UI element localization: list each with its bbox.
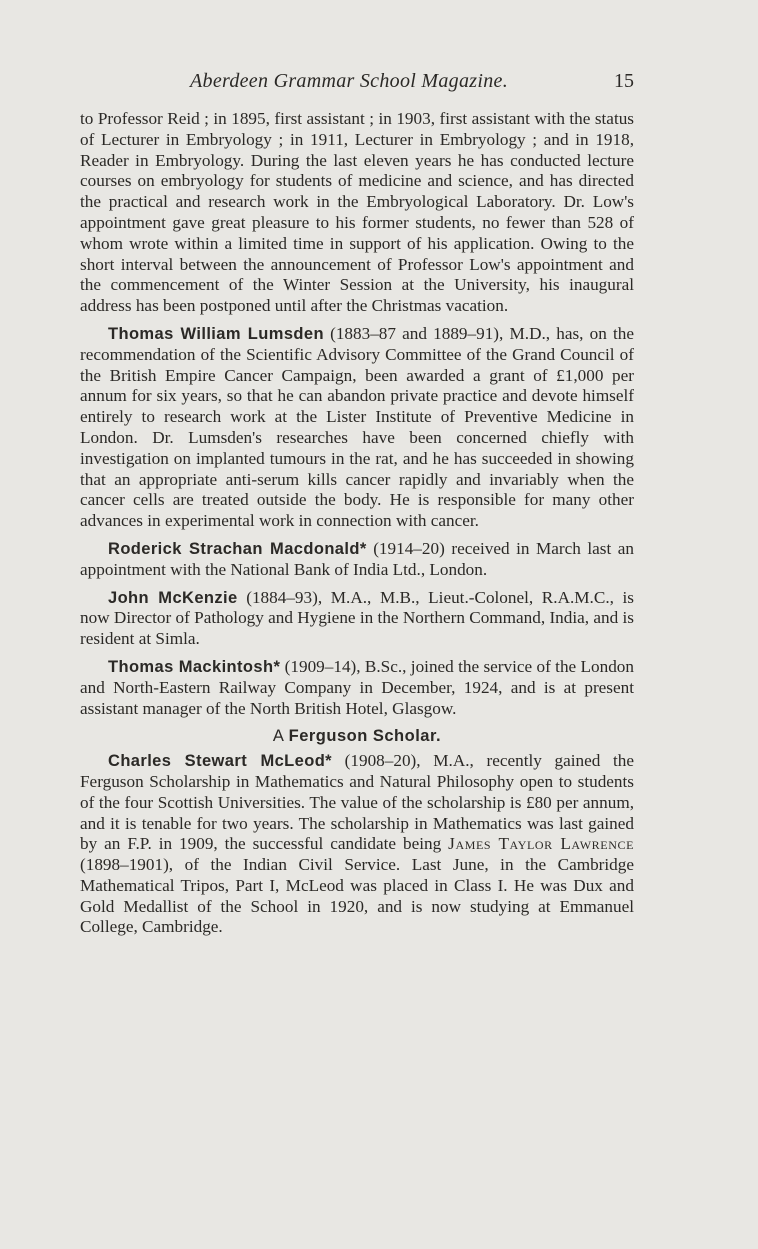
paragraph-text: (1898–1901), of the Indian Civil Service. Last June, in the Cambridge Mathematical Tripos, Part I, McLeod was placed in Class I. He was Dux and Gold Medallist of the School in 1920, and is now studying at Emmanuel College, Cambridge. <box>80 855 634 937</box>
paragraph-macdonald <box>80 539 634 581</box>
paragraph-mckenzie <box>80 588 634 650</box>
page-number: 15 <box>614 70 634 92</box>
magazine-title: Aberdeen Grammar School Magazine. <box>190 70 508 92</box>
paragraph-text: (1908–20), M.A., recently gained the Ferguson Scholarship in Mathematics and Natural Philosophy open to students of the four Scottish Universities. The value of the scholarship is £80 per annum, and it is tenable for two years. The scholarship in Mathematics was last gained by an F.P. in 1909, the successful candidate being <box>80 751 634 854</box>
section-heading-title: Ferguson Scholar. <box>288 727 442 746</box>
running-head <box>80 70 634 93</box>
paragraph-lumsden <box>80 324 634 532</box>
paragraph-text: (1884–93), M.A., M.B., Lieut.-Colonel, R.A.M.C., is now Director of Pathology and Hygiene in the Northern Command, India, and is resident at Simla. <box>80 587 634 649</box>
paragraph-low-appointment: to Professor Reid ; in 1895, first assistant ; in 1903, first assistant with the status of Lecturer in Embryology ; in 1911, Lecturer in Embryology ; and in 1918, Reader in Embryology. During the last eleven years he has conducted lecture courses on embryology for students of medicine and science, and has directed the practical and research work in the Embryological Laboratory. Dr. Low's appointment gave great pleasure to his former students, no fewer than 528 of whom wrote within a limited time in support of his application. Owing to the short interval between the announcement of Professor Low's appointment and the commencement of the Winter Session at the University, his inaugural address has been postponed until after the Christmas vacation. <box>80 109 634 316</box>
person-name: John McKenzie <box>108 588 238 607</box>
person-name: Charles Stewart McLeod* <box>108 752 332 771</box>
paragraph-text: (1914–20) received in March last an appointment with the National Bank of India Ltd., London. <box>80 538 635 579</box>
person-name: Thomas William Lumsden <box>108 324 324 343</box>
person-name-small-caps: James Taylor Lawrence <box>448 834 634 854</box>
section-heading-article: A <box>272 727 289 746</box>
paragraph-mackintosh <box>80 657 634 719</box>
person-name: Roderick Strachan Macdonald* <box>108 539 367 558</box>
paragraph-mcleod <box>80 751 634 938</box>
person-name: Thomas Mackintosh* <box>108 657 281 676</box>
section-heading <box>80 726 634 747</box>
paragraph-text: (1909–14), B.Sc., joined the service of the London and North-Eastern Railway Company in December, 1924, and is at present assistant manager of the North British Hotel, Glasgow. <box>80 656 634 718</box>
article-body <box>80 109 634 938</box>
paragraph-text: (1883–87 and 1889–91), M.D., has, on the recommendation of the Scientific Advisory Committee of the Grand Council of the British Empire Cancer Campaign, been awarded a grant of £1,000 per annum for six years, so that he can abandon private practice and devote himself entirely to research work at the Lister Institute of Preventive Medicine in London. Dr. Lumsden's researches have been concerned chiefly with investigation on implanted tumours in the rat, and he has succeeded in showing that an appropriate anti-serum kills cancer rapidly and invariably when the cancer cells are treated outside the body. He is responsible for many other advances in experimental work in connection with cancer. <box>80 323 634 531</box>
